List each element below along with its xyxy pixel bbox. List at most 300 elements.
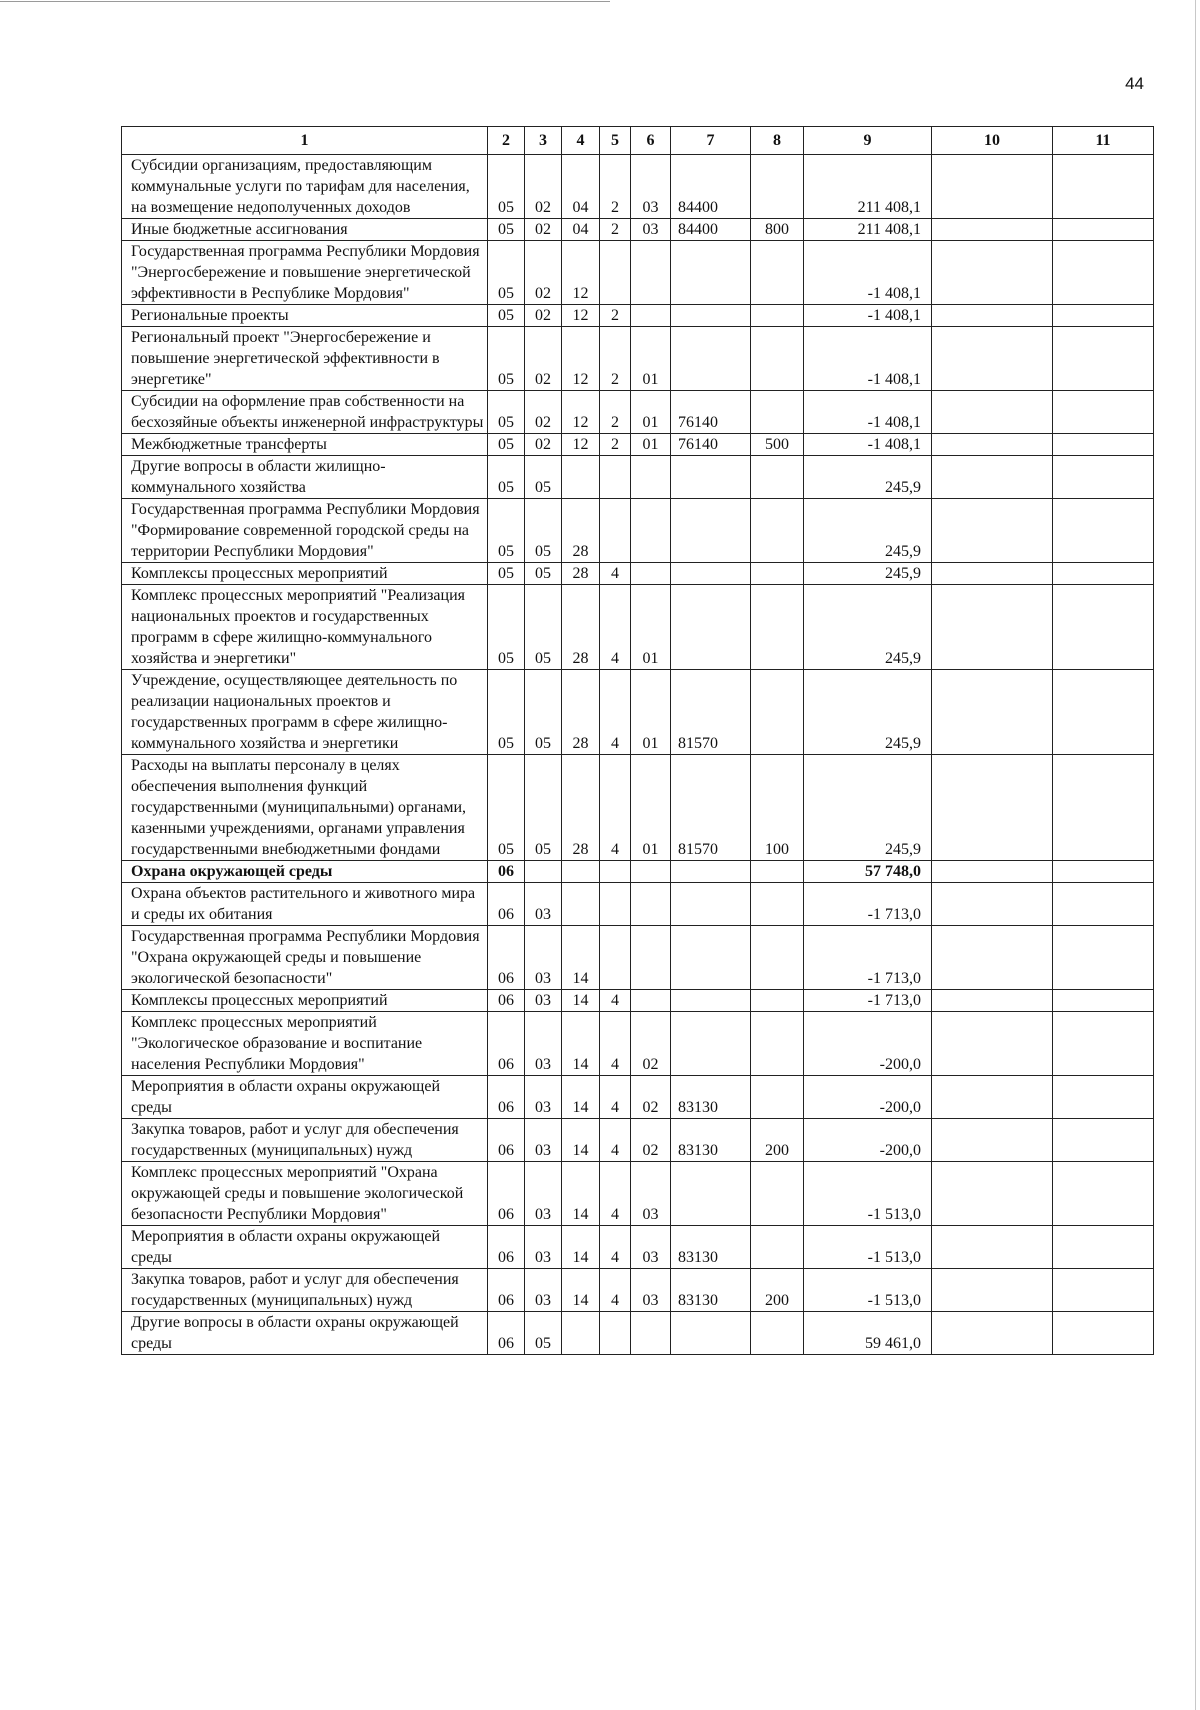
cell-section: 05 bbox=[488, 670, 525, 755]
row-name: Охрана окружающей среды bbox=[122, 861, 488, 883]
row-name: Охрана объектов растительного и животного мира и среды их обитания bbox=[122, 883, 488, 926]
cell-program: 28 bbox=[562, 585, 600, 670]
cell-amount: 211 408,1 bbox=[804, 219, 932, 241]
cell-subsection bbox=[525, 861, 562, 883]
cell-event bbox=[631, 241, 671, 305]
row-name: Другие вопросы в области охраны окружающей среды bbox=[122, 1312, 488, 1355]
cell-program: 28 bbox=[562, 755, 600, 861]
cell-program: 12 bbox=[562, 305, 600, 327]
cell-section: 06 bbox=[488, 1162, 525, 1226]
column-header: 5 bbox=[600, 127, 631, 155]
cell-expense-type bbox=[751, 670, 804, 755]
table-row bbox=[122, 1269, 1154, 1312]
cell-subprogram: 4 bbox=[600, 1162, 631, 1226]
cell-section: 05 bbox=[488, 391, 525, 434]
cell-col11 bbox=[1053, 219, 1154, 241]
cell-expense-type bbox=[751, 499, 804, 563]
cell-direction bbox=[671, 563, 751, 585]
cell-col11 bbox=[1053, 305, 1154, 327]
cell-col11 bbox=[1053, 434, 1154, 456]
cell-event bbox=[631, 883, 671, 926]
table-row bbox=[122, 1312, 1154, 1355]
cell-subsection: 03 bbox=[525, 883, 562, 926]
cell-program bbox=[562, 1312, 600, 1355]
cell-expense-type bbox=[751, 1012, 804, 1076]
cell-subprogram: 4 bbox=[600, 1012, 631, 1076]
cell-subsection: 02 bbox=[525, 327, 562, 391]
column-header: 2 bbox=[488, 127, 525, 155]
cell-expense-type bbox=[751, 1226, 804, 1269]
row-name: Иные бюджетные ассигнования bbox=[122, 219, 488, 241]
cell-col11 bbox=[1053, 1076, 1154, 1119]
cell-expense-type bbox=[751, 456, 804, 499]
cell-subsection: 03 bbox=[525, 1119, 562, 1162]
column-header: 11 bbox=[1053, 127, 1154, 155]
table-row bbox=[122, 926, 1154, 990]
cell-event: 03 bbox=[631, 1269, 671, 1312]
cell-amount: -200,0 bbox=[804, 1012, 932, 1076]
cell-event: 02 bbox=[631, 1076, 671, 1119]
cell-direction: 81570 bbox=[671, 755, 751, 861]
scan-top-rule bbox=[0, 1, 610, 2]
cell-col11 bbox=[1053, 926, 1154, 990]
cell-section: 06 bbox=[488, 883, 525, 926]
cell-expense-type bbox=[751, 241, 804, 305]
cell-subprogram bbox=[600, 861, 631, 883]
cell-subsection: 02 bbox=[525, 155, 562, 219]
cell-col11 bbox=[1053, 391, 1154, 434]
cell-event: 01 bbox=[631, 755, 671, 861]
table-row bbox=[122, 563, 1154, 585]
row-name: Комплекс процессных мероприятий "Охрана окружающей среды и повышение экологической безопасности Республики Мордовия" bbox=[122, 1162, 488, 1226]
row-name: Расходы на выплаты персоналу в целях обеспечения выполнения функций государственными (муниципальными) органами, казенными учреждениями, органами управления государственными внебюджетными фондами bbox=[122, 755, 488, 861]
cell-subsection: 05 bbox=[525, 456, 562, 499]
cell-subsection: 05 bbox=[525, 1312, 562, 1355]
row-name: Государственная программа Республики Мордовия "Энергосбережение и повышение энергетической эффективности в Республике Мордовия" bbox=[122, 241, 488, 305]
cell-section: 05 bbox=[488, 755, 525, 861]
cell-direction: 83130 bbox=[671, 1269, 751, 1312]
cell-col10 bbox=[932, 926, 1053, 990]
cell-subsection: 05 bbox=[525, 755, 562, 861]
cell-subprogram bbox=[600, 499, 631, 563]
cell-expense-type bbox=[751, 883, 804, 926]
cell-direction bbox=[671, 926, 751, 990]
column-header: 9 bbox=[804, 127, 932, 155]
cell-event bbox=[631, 1312, 671, 1355]
cell-subsection: 02 bbox=[525, 241, 562, 305]
cell-direction bbox=[671, 1162, 751, 1226]
cell-program: 04 bbox=[562, 219, 600, 241]
cell-section: 05 bbox=[488, 456, 525, 499]
cell-event: 01 bbox=[631, 391, 671, 434]
cell-col10 bbox=[932, 1076, 1053, 1119]
cell-event: 01 bbox=[631, 670, 671, 755]
row-name: Субсидии на оформление прав собственности на бесхозяйные объекты инженерной инфраструктуры bbox=[122, 391, 488, 434]
cell-subsection: 02 bbox=[525, 305, 562, 327]
table-row bbox=[122, 990, 1154, 1012]
cell-expense-type bbox=[751, 327, 804, 391]
cell-program: 14 bbox=[562, 990, 600, 1012]
budget-table bbox=[121, 126, 1154, 1355]
row-name: Другие вопросы в области жилищно-коммунального хозяйства bbox=[122, 456, 488, 499]
header-row bbox=[122, 127, 1154, 155]
cell-expense-type bbox=[751, 391, 804, 434]
cell-subsection: 03 bbox=[525, 1226, 562, 1269]
cell-amount: -1 513,0 bbox=[804, 1269, 932, 1312]
cell-subprogram bbox=[600, 1312, 631, 1355]
cell-subprogram bbox=[600, 241, 631, 305]
cell-col11 bbox=[1053, 1312, 1154, 1355]
cell-col11 bbox=[1053, 1269, 1154, 1312]
cell-subprogram bbox=[600, 926, 631, 990]
cell-direction bbox=[671, 585, 751, 670]
cell-section: 06 bbox=[488, 926, 525, 990]
cell-subsection: 05 bbox=[525, 670, 562, 755]
cell-event: 01 bbox=[631, 434, 671, 456]
table-row bbox=[122, 219, 1154, 241]
table-row bbox=[122, 241, 1154, 305]
cell-program: 28 bbox=[562, 670, 600, 755]
cell-col10 bbox=[932, 155, 1053, 219]
cell-amount: 59 461,0 bbox=[804, 1312, 932, 1355]
cell-col10 bbox=[932, 1312, 1053, 1355]
row-name: Учреждение, осуществляющее деятельность по реализации национальных проектов и государственных программ в сфере жилищно-коммунального хозяйства и энергетики bbox=[122, 670, 488, 755]
cell-expense-type: 800 bbox=[751, 219, 804, 241]
cell-program: 14 bbox=[562, 1226, 600, 1269]
cell-direction bbox=[671, 305, 751, 327]
cell-col11 bbox=[1053, 241, 1154, 305]
cell-direction: 83130 bbox=[671, 1119, 751, 1162]
cell-amount: -1 408,1 bbox=[804, 327, 932, 391]
cell-col10 bbox=[932, 391, 1053, 434]
cell-section: 06 bbox=[488, 1226, 525, 1269]
cell-col11 bbox=[1053, 861, 1154, 883]
cell-subprogram: 2 bbox=[600, 305, 631, 327]
cell-col11 bbox=[1053, 499, 1154, 563]
cell-direction bbox=[671, 861, 751, 883]
cell-direction bbox=[671, 456, 751, 499]
cell-program: 28 bbox=[562, 499, 600, 563]
cell-section: 06 bbox=[488, 1076, 525, 1119]
cell-program: 14 bbox=[562, 1119, 600, 1162]
cell-section: 05 bbox=[488, 219, 525, 241]
cell-direction: 81570 bbox=[671, 670, 751, 755]
cell-subprogram: 4 bbox=[600, 990, 631, 1012]
row-name: Государственная программа Республики Мордовия "Формирование современной городской среды на территории Республики Мордовия" bbox=[122, 499, 488, 563]
cell-col10 bbox=[932, 499, 1053, 563]
cell-amount: -200,0 bbox=[804, 1119, 932, 1162]
cell-amount: -1 713,0 bbox=[804, 926, 932, 990]
cell-subsection: 03 bbox=[525, 1162, 562, 1226]
cell-section: 06 bbox=[488, 1269, 525, 1312]
cell-subprogram bbox=[600, 883, 631, 926]
cell-subsection: 03 bbox=[525, 1269, 562, 1312]
cell-amount: 245,9 bbox=[804, 585, 932, 670]
cell-event bbox=[631, 456, 671, 499]
cell-program: 14 bbox=[562, 1012, 600, 1076]
table-row bbox=[122, 391, 1154, 434]
cell-direction bbox=[671, 1312, 751, 1355]
row-name: Комплексы процессных мероприятий bbox=[122, 990, 488, 1012]
cell-program bbox=[562, 883, 600, 926]
cell-expense-type: 500 bbox=[751, 434, 804, 456]
cell-program bbox=[562, 861, 600, 883]
cell-col10 bbox=[932, 1012, 1053, 1076]
table-row bbox=[122, 755, 1154, 861]
table-row bbox=[122, 456, 1154, 499]
cell-section: 05 bbox=[488, 434, 525, 456]
cell-expense-type bbox=[751, 1162, 804, 1226]
cell-col10 bbox=[932, 1119, 1053, 1162]
column-header: 3 bbox=[525, 127, 562, 155]
cell-program: 12 bbox=[562, 327, 600, 391]
table-row bbox=[122, 1076, 1154, 1119]
cell-amount: -200,0 bbox=[804, 1076, 932, 1119]
cell-subprogram bbox=[600, 456, 631, 499]
row-name: Государственная программа Республики Мордовия "Охрана окружающей среды и повышение экологической безопасности" bbox=[122, 926, 488, 990]
cell-col10 bbox=[932, 241, 1053, 305]
cell-col10 bbox=[932, 990, 1053, 1012]
cell-subprogram: 4 bbox=[600, 585, 631, 670]
table-row bbox=[122, 1226, 1154, 1269]
cell-col11 bbox=[1053, 1162, 1154, 1226]
table-row bbox=[122, 1119, 1154, 1162]
cell-subsection: 02 bbox=[525, 434, 562, 456]
cell-subsection: 05 bbox=[525, 563, 562, 585]
scan-edge-rule bbox=[1195, 0, 1196, 1710]
row-name: Мероприятия в области охраны окружающей среды bbox=[122, 1076, 488, 1119]
cell-event: 03 bbox=[631, 1226, 671, 1269]
page-number: 44 bbox=[1125, 74, 1144, 93]
cell-direction bbox=[671, 990, 751, 1012]
cell-expense-type bbox=[751, 926, 804, 990]
cell-program bbox=[562, 456, 600, 499]
column-header: 6 bbox=[631, 127, 671, 155]
cell-subsection: 03 bbox=[525, 1012, 562, 1076]
cell-amount: 245,9 bbox=[804, 499, 932, 563]
cell-subsection: 05 bbox=[525, 585, 562, 670]
row-name: Комплекс процессных мероприятий "Экологическое образование и воспитание населения Республики Мордовия" bbox=[122, 1012, 488, 1076]
cell-amount: -1 408,1 bbox=[804, 305, 932, 327]
cell-col10 bbox=[932, 434, 1053, 456]
cell-section: 05 bbox=[488, 155, 525, 219]
cell-direction bbox=[671, 327, 751, 391]
cell-amount: -1 513,0 bbox=[804, 1162, 932, 1226]
cell-subsection: 02 bbox=[525, 219, 562, 241]
cell-program: 14 bbox=[562, 1076, 600, 1119]
cell-amount: 57 748,0 bbox=[804, 861, 932, 883]
cell-col11 bbox=[1053, 990, 1154, 1012]
cell-event: 03 bbox=[631, 219, 671, 241]
row-name: Межбюджетные трансферты bbox=[122, 434, 488, 456]
cell-event bbox=[631, 861, 671, 883]
cell-amount: -1 408,1 bbox=[804, 434, 932, 456]
cell-expense-type bbox=[751, 861, 804, 883]
cell-section: 06 bbox=[488, 861, 525, 883]
cell-subprogram: 4 bbox=[600, 1269, 631, 1312]
cell-event: 01 bbox=[631, 585, 671, 670]
cell-subprogram: 4 bbox=[600, 563, 631, 585]
cell-col10 bbox=[932, 883, 1053, 926]
cell-amount: -1 408,1 bbox=[804, 241, 932, 305]
cell-event: 03 bbox=[631, 155, 671, 219]
cell-subprogram: 2 bbox=[600, 391, 631, 434]
cell-col10 bbox=[932, 1162, 1053, 1226]
cell-expense-type: 100 bbox=[751, 755, 804, 861]
cell-col11 bbox=[1053, 1119, 1154, 1162]
column-header: 8 bbox=[751, 127, 804, 155]
cell-direction: 76140 bbox=[671, 434, 751, 456]
cell-event bbox=[631, 499, 671, 563]
cell-subsection: 02 bbox=[525, 391, 562, 434]
cell-col11 bbox=[1053, 670, 1154, 755]
column-header: 7 bbox=[671, 127, 751, 155]
table-body bbox=[122, 155, 1154, 1355]
cell-direction: 84400 bbox=[671, 219, 751, 241]
cell-event: 02 bbox=[631, 1119, 671, 1162]
cell-program: 12 bbox=[562, 434, 600, 456]
cell-expense-type: 200 bbox=[751, 1269, 804, 1312]
cell-amount: -1 713,0 bbox=[804, 990, 932, 1012]
cell-event bbox=[631, 563, 671, 585]
cell-col11 bbox=[1053, 1226, 1154, 1269]
cell-subsection: 03 bbox=[525, 990, 562, 1012]
cell-section: 06 bbox=[488, 1012, 525, 1076]
cell-section: 06 bbox=[488, 1119, 525, 1162]
table-row bbox=[122, 155, 1154, 219]
cell-program: 14 bbox=[562, 1162, 600, 1226]
cell-col11 bbox=[1053, 456, 1154, 499]
cell-expense-type bbox=[751, 563, 804, 585]
cell-expense-type bbox=[751, 1312, 804, 1355]
cell-expense-type bbox=[751, 990, 804, 1012]
cell-direction: 83130 bbox=[671, 1076, 751, 1119]
cell-direction: 83130 bbox=[671, 1226, 751, 1269]
cell-section: 05 bbox=[488, 241, 525, 305]
row-name: Субсидии организациям, предоставляющим коммунальные услуги по тарифам для населения, на возмещение недополученных доходов bbox=[122, 155, 488, 219]
cell-direction bbox=[671, 499, 751, 563]
cell-col10 bbox=[932, 305, 1053, 327]
table-row bbox=[122, 585, 1154, 670]
row-name: Региональные проекты bbox=[122, 305, 488, 327]
cell-direction bbox=[671, 883, 751, 926]
row-name: Комплекс процессных мероприятий "Реализация национальных проектов и государственных программ в сфере жилищно-коммунального хозяйства и энергетики" bbox=[122, 585, 488, 670]
cell-program: 12 bbox=[562, 241, 600, 305]
cell-subprogram: 2 bbox=[600, 327, 631, 391]
cell-col10 bbox=[932, 1226, 1053, 1269]
cell-amount: 245,9 bbox=[804, 563, 932, 585]
table-row bbox=[122, 1162, 1154, 1226]
cell-col10 bbox=[932, 861, 1053, 883]
cell-direction: 84400 bbox=[671, 155, 751, 219]
table-row bbox=[122, 327, 1154, 391]
cell-amount: 245,9 bbox=[804, 456, 932, 499]
cell-subprogram: 2 bbox=[600, 434, 631, 456]
table-row bbox=[122, 883, 1154, 926]
cell-col11 bbox=[1053, 883, 1154, 926]
cell-subprogram: 4 bbox=[600, 670, 631, 755]
cell-col11 bbox=[1053, 155, 1154, 219]
cell-direction bbox=[671, 1012, 751, 1076]
cell-section: 05 bbox=[488, 585, 525, 670]
column-header: 1 bbox=[122, 127, 488, 155]
cell-section: 05 bbox=[488, 563, 525, 585]
cell-amount: -1 513,0 bbox=[804, 1226, 932, 1269]
table-row bbox=[122, 499, 1154, 563]
cell-subprogram: 4 bbox=[600, 1226, 631, 1269]
cell-col10 bbox=[932, 456, 1053, 499]
cell-event: 02 bbox=[631, 1012, 671, 1076]
cell-col11 bbox=[1053, 327, 1154, 391]
column-header: 10 bbox=[932, 127, 1053, 155]
cell-expense-type bbox=[751, 155, 804, 219]
cell-event: 03 bbox=[631, 1162, 671, 1226]
cell-subprogram: 4 bbox=[600, 755, 631, 861]
table-row bbox=[122, 1012, 1154, 1076]
cell-program: 28 bbox=[562, 563, 600, 585]
table-row bbox=[122, 861, 1154, 883]
table-header bbox=[122, 127, 1154, 155]
cell-section: 05 bbox=[488, 327, 525, 391]
cell-program: 14 bbox=[562, 1269, 600, 1312]
cell-event: 01 bbox=[631, 327, 671, 391]
cell-col11 bbox=[1053, 755, 1154, 861]
cell-direction bbox=[671, 241, 751, 305]
cell-amount: 211 408,1 bbox=[804, 155, 932, 219]
table-row bbox=[122, 670, 1154, 755]
cell-col10 bbox=[932, 563, 1053, 585]
cell-event bbox=[631, 926, 671, 990]
cell-subsection: 03 bbox=[525, 926, 562, 990]
cell-section: 05 bbox=[488, 499, 525, 563]
cell-col10 bbox=[932, 670, 1053, 755]
table-row bbox=[122, 434, 1154, 456]
cell-amount: 245,9 bbox=[804, 755, 932, 861]
row-name: Закупка товаров, работ и услуг для обеспечения государственных (муниципальных) нужд bbox=[122, 1269, 488, 1312]
row-name: Закупка товаров, работ и услуг для обеспечения государственных (муниципальных) нужд bbox=[122, 1119, 488, 1162]
cell-subprogram: 4 bbox=[600, 1119, 631, 1162]
cell-col10 bbox=[932, 585, 1053, 670]
cell-expense-type bbox=[751, 1076, 804, 1119]
cell-col10 bbox=[932, 1269, 1053, 1312]
cell-subsection: 03 bbox=[525, 1076, 562, 1119]
cell-event bbox=[631, 990, 671, 1012]
row-name: Мероприятия в области охраны окружающей среды bbox=[122, 1226, 488, 1269]
cell-subprogram: 2 bbox=[600, 219, 631, 241]
row-name: Комплексы процессных мероприятий bbox=[122, 563, 488, 585]
cell-section: 05 bbox=[488, 305, 525, 327]
cell-subsection: 05 bbox=[525, 499, 562, 563]
cell-program: 12 bbox=[562, 391, 600, 434]
cell-amount: -1 713,0 bbox=[804, 883, 932, 926]
row-name: Региональный проект "Энергосбережение и повышение энергетической эффективности в энергетике" bbox=[122, 327, 488, 391]
cell-subprogram: 2 bbox=[600, 155, 631, 219]
cell-col10 bbox=[932, 755, 1053, 861]
cell-program: 04 bbox=[562, 155, 600, 219]
column-header: 4 bbox=[562, 127, 600, 155]
cell-amount: -1 408,1 bbox=[804, 391, 932, 434]
cell-col11 bbox=[1053, 1012, 1154, 1076]
cell-program: 14 bbox=[562, 926, 600, 990]
table-row bbox=[122, 305, 1154, 327]
cell-col10 bbox=[932, 327, 1053, 391]
cell-col10 bbox=[932, 219, 1053, 241]
cell-expense-type bbox=[751, 585, 804, 670]
cell-expense-type: 200 bbox=[751, 1119, 804, 1162]
cell-subprogram: 4 bbox=[600, 1076, 631, 1119]
cell-event bbox=[631, 305, 671, 327]
cell-direction: 76140 bbox=[671, 391, 751, 434]
